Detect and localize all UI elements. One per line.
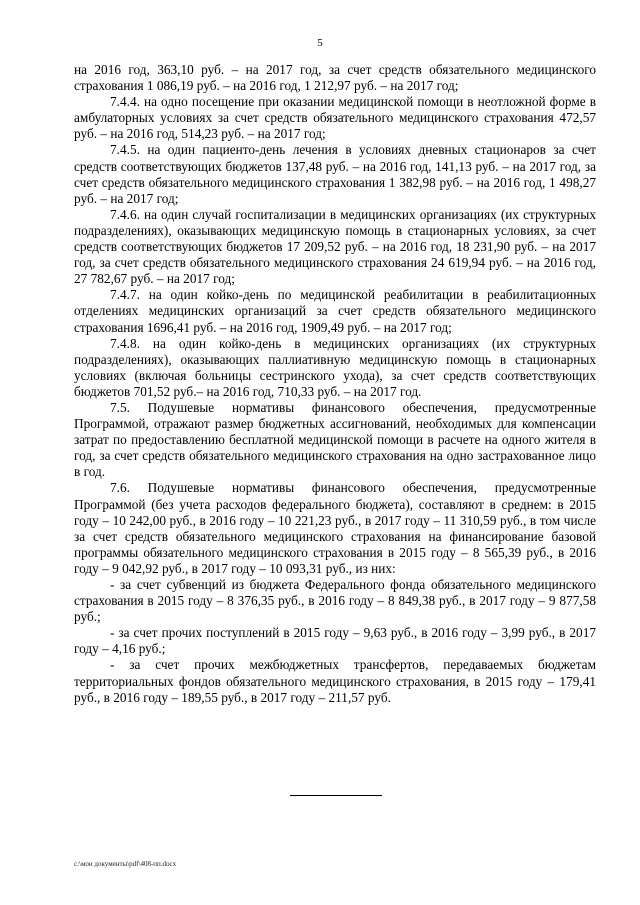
document-body — [74, 62, 596, 706]
paragraph-7-4-7: 7.4.7. на один койко-день по медицинской реабилитации в реабилитационных отделениях медицинских организаций за счет средств обязательного медицинского страхования 1696,41 руб. – на 2016 год, 1909,49 руб. – на 2017 год; — [74, 287, 596, 335]
paragraph-continuation: на 2016 год, 363,10 руб. – на 2017 год, за счет средств обязательного медицинского страхования 1 086,19 руб. – на 2016 год, 1 212,97 руб. – на 2017 год; — [74, 62, 596, 94]
paragraph-7-6: 7.6. Подушевые нормативы финансового обеспечения, предусмотренные Программой (без учета расходов федерального бюджета), составляют в среднем: в 2015 году – 10 242,00 руб., в 2016 году – 10 221,23 руб., в 2017 году – 11 310,59 руб., в том числе за счет средств обязательного медицинского страхования на финансирование базовой программы обязательного медицинского страхования в 2015 году – 8 565,39 руб., в 2016 году – 9 042,92 руб., в 2017 году – 10 093,31 руб., из них: — [74, 480, 596, 576]
paragraph-7-4-8: 7.4.8. на один койко-день в медицинских организациях (их структурных подразделениях), оказывающих паллиативную медицинскую помощь в стационарных условиях (включая больницы сестринского ухода), за счет средств соответствующих бюджетов 701,52 руб.– на 2016 год, 710,33 руб. – на 2017 год. — [74, 335, 596, 399]
list-item-subventions: - за счет субвенций из бюджета Федерального фонда обязательного медицинского страхования в 2015 году – 8 376,35 руб., в 2016 году – 8 849,38 руб., в 2017 году – 9 877,58 руб.; — [74, 577, 596, 625]
paragraph-7-4-4: 7.4.4. на одно посещение при оказании медицинской помощи в неотложной форме в амбулаторных условиях за счет средств обязательного медицинского страхования 472,57 руб. – на 2016 год, 514,23 руб. – на 2017 год; — [74, 94, 596, 142]
paragraph-7-4-5: 7.4.5. на один пациенто-день лечения в условиях дневных стационаров за счет средств соответствующих бюджетов 137,48 руб. – на 2016 год, 141,13 руб. – на 2017 год, за счет средств обязательного медицинского страхования 1 382,98 руб. – на 2016 год, 1 498,27 руб. – на 2017 год; — [74, 142, 596, 206]
list-item-transfers: - за счет прочих межбюджетных трансфертов, передаваемых бюджетам территориальных фондов обязательного медицинского страхования, в 2015 году – 179,41 руб., в 2016 году – 189,55 руб., в 2017 году – 211,57 руб. — [74, 657, 596, 705]
paragraph-7-4-6: 7.4.6. на один случай госпитализации в медицинских организациях (их структурных подразделениях), оказывающих медицинскую помощь в стационарных условиях, за счет средств соответствующих бюджетов 17 209,52 руб. – на 2016 год, 18 231,90 руб. – на 2017 год, за счет средств обязательного медицинского страхования 24 619,94 руб. – на 2016 год, 27 782,67 руб. – на 2017 год; — [74, 206, 596, 287]
paragraph-7-5: 7.5. Подушевые нормативы финансового обеспечения, предусмотренные Программой, отражают размер бюджетных ассигнований, необходимых для компенсации затрат по предоставлению бесплатной медицинской помощи в расчете на одного жителя в год, за счет средств обязательного медицинского страхования на одно застрахованное лицо в год. — [74, 399, 596, 480]
page-number: 5 — [317, 37, 323, 49]
footer-file-path: c:\мои документы\pdf\408-пп.docx — [74, 860, 177, 868]
list-item-other-income: - за счет прочих поступлений в 2015 году – 9,63 руб., в 2016 году – 3,99 руб., в 2017 году – 4,16 руб.; — [74, 625, 596, 657]
end-divider — [290, 795, 382, 796]
